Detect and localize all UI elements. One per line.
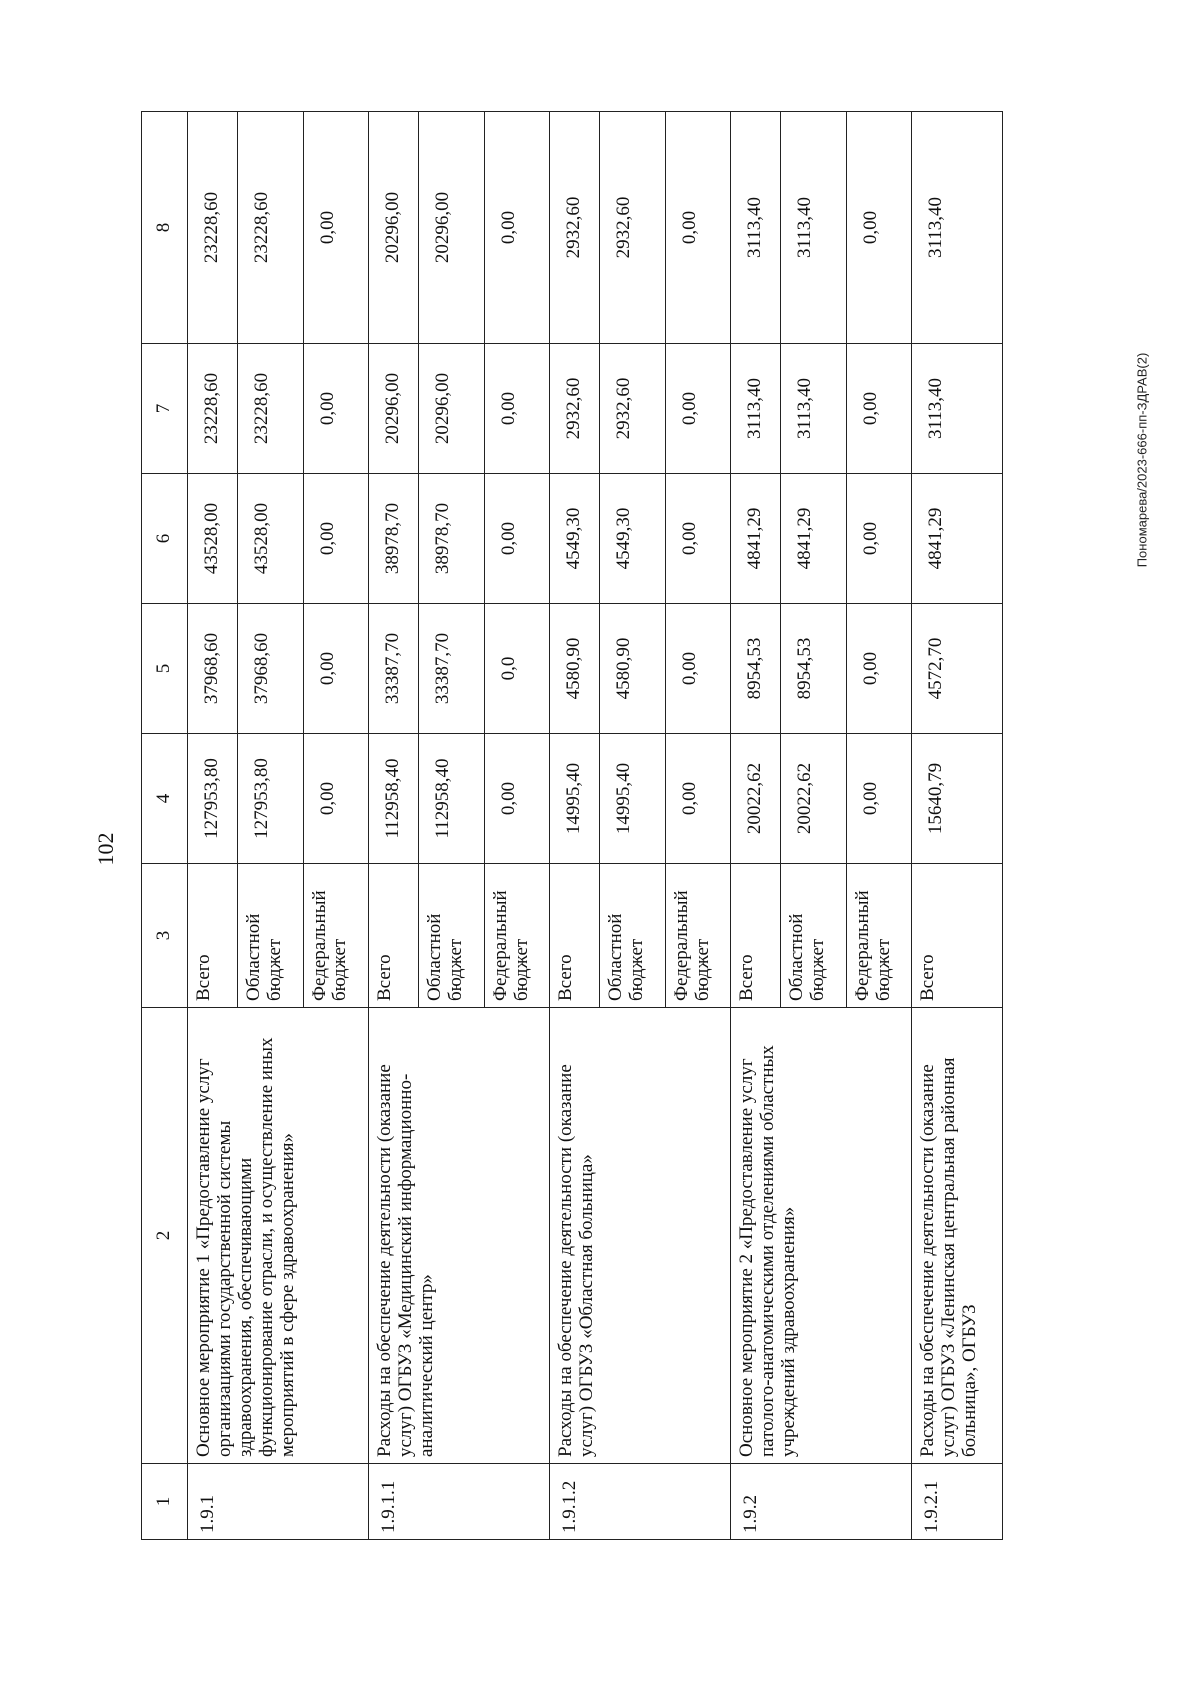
- value-cell: 43528,00: [188, 474, 238, 604]
- value-cell: 0,00: [846, 734, 912, 864]
- value-cell: 2932,60: [550, 344, 600, 474]
- value-cell: 112958,40: [369, 734, 419, 864]
- activity-name: Основное мероприятие 1 «Предоставление услуг организациями государственной системы здравоохранения, обеспечивающими функционирование отрасли, и осуществление иных мероприятий в сфере здравоохранения»: [188, 1008, 369, 1464]
- value-cell: 3113,40: [912, 112, 1003, 344]
- value-cell: 33387,70: [419, 604, 485, 734]
- value-cell: 0,00: [303, 604, 369, 734]
- value-cell: 23228,60: [238, 344, 304, 474]
- value-cell: 20022,62: [731, 734, 781, 864]
- funding-source: Всего: [188, 864, 238, 1008]
- value-cell: 4841,29: [912, 474, 1003, 604]
- value-cell: 23228,60: [238, 112, 304, 344]
- document-code: Пономарева/2023-666-пп-ЗДРАВ(2): [1134, 352, 1150, 568]
- value-cell: 0,00: [846, 474, 912, 604]
- value-cell: 0,00: [846, 344, 912, 474]
- funding-source: Всего: [731, 864, 781, 1008]
- value-cell: 0,00: [665, 474, 731, 604]
- value-cell: 0,00: [846, 112, 912, 344]
- funding-source: Федеральный бюджет: [484, 864, 550, 1008]
- value-cell: 0,00: [665, 344, 731, 474]
- funding-source: Областной бюджет: [781, 864, 847, 1008]
- value-cell: 23228,60: [188, 344, 238, 474]
- row-number: 1.9.1.2: [550, 1464, 731, 1540]
- budget-table: [141, 111, 1003, 1540]
- value-cell: 2932,60: [550, 112, 600, 344]
- value-cell: 3113,40: [731, 112, 781, 344]
- value-cell: 0,00: [303, 474, 369, 604]
- value-cell: 0,00: [484, 474, 550, 604]
- table-row: [912, 112, 1003, 1540]
- value-cell: 14995,40: [600, 734, 666, 864]
- value-cell: 4841,29: [731, 474, 781, 604]
- value-cell: 0,00: [665, 604, 731, 734]
- funding-source: Всего: [550, 864, 600, 1008]
- value-cell: 8954,53: [731, 604, 781, 734]
- value-cell: 4841,29: [781, 474, 847, 604]
- value-cell: 33387,70: [369, 604, 419, 734]
- column-header: 7: [142, 344, 188, 474]
- activity-name: Расходы на обеспечение деятельности (оказание услуг) ОГБУЗ «Медицинский информационно-аналитический центр»: [369, 1008, 550, 1464]
- value-cell: 4580,90: [550, 604, 600, 734]
- value-cell: 3113,40: [912, 344, 1003, 474]
- funding-source: Всего: [912, 864, 1003, 1008]
- value-cell: 20296,00: [419, 112, 485, 344]
- value-cell: 37968,60: [238, 604, 304, 734]
- value-cell: 2932,60: [600, 344, 666, 474]
- value-cell: 43528,00: [238, 474, 304, 604]
- column-header: 5: [142, 604, 188, 734]
- value-cell: 4549,30: [600, 474, 666, 604]
- value-cell: 3113,40: [781, 344, 847, 474]
- value-cell: 127953,80: [188, 734, 238, 864]
- column-header: 4: [142, 734, 188, 864]
- row-number: 1.9.1.1: [369, 1464, 550, 1540]
- value-cell: 38978,70: [369, 474, 419, 604]
- value-cell: 0,00: [665, 112, 731, 344]
- column-header: 1: [142, 1464, 188, 1540]
- column-header: 6: [142, 474, 188, 604]
- value-cell: 4580,90: [600, 604, 666, 734]
- value-cell: 15640,79: [912, 734, 1003, 864]
- funding-source: Областной бюджет: [600, 864, 666, 1008]
- value-cell: 20022,62: [781, 734, 847, 864]
- value-cell: 127953,80: [238, 734, 304, 864]
- funding-source: Областной бюджет: [419, 864, 485, 1008]
- value-cell: 8954,53: [781, 604, 847, 734]
- value-cell: 20296,00: [419, 344, 485, 474]
- budget-table-wrapper: [141, 112, 1003, 1540]
- value-cell: 14995,40: [550, 734, 600, 864]
- activity-name: Расходы на обеспечение деятельности (оказание услуг) ОГБУЗ «Ленинская центральная районная больница», ОГБУЗ: [912, 1008, 1003, 1464]
- value-cell: 37968,60: [188, 604, 238, 734]
- value-cell: 0,0: [484, 604, 550, 734]
- value-cell: 0,00: [303, 112, 369, 344]
- table-row: [731, 112, 781, 1540]
- value-cell: 20296,00: [369, 344, 419, 474]
- table-row: [369, 112, 419, 1540]
- value-cell: 2932,60: [600, 112, 666, 344]
- value-cell: 0,00: [484, 734, 550, 864]
- funding-source: Областной бюджет: [238, 864, 304, 1008]
- value-cell: 0,00: [484, 344, 550, 474]
- value-cell: 0,00: [665, 734, 731, 864]
- column-header: 2: [142, 1008, 188, 1464]
- page-number: 102: [93, 832, 118, 866]
- funding-source: Федеральный бюджет: [303, 864, 369, 1008]
- column-header: 3: [142, 864, 188, 1008]
- row-number: 1.9.2: [731, 1464, 912, 1540]
- column-header: 8: [142, 112, 188, 344]
- header-row: [142, 112, 188, 1540]
- activity-name: Основное мероприятие 2 «Предоставление услуг патолого-анатомическими отделениями областных учреждений здравоохранения»: [731, 1008, 912, 1464]
- value-cell: 20296,00: [369, 112, 419, 344]
- value-cell: 4572,70: [912, 604, 1003, 734]
- value-cell: 4549,30: [550, 474, 600, 604]
- value-cell: 23228,60: [188, 112, 238, 344]
- activity-name: Расходы на обеспечение деятельности (оказание услуг) ОГБУЗ «Областная больница»: [550, 1008, 731, 1464]
- funding-source: Федеральный бюджет: [665, 864, 731, 1008]
- funding-source: Всего: [369, 864, 419, 1008]
- value-cell: 0,00: [303, 734, 369, 864]
- funding-source: Федеральный бюджет: [846, 864, 912, 1008]
- value-cell: 0,00: [484, 112, 550, 344]
- value-cell: 112958,40: [419, 734, 485, 864]
- value-cell: 0,00: [846, 604, 912, 734]
- row-number: 1.9.1: [188, 1464, 369, 1540]
- table-row: [188, 112, 238, 1540]
- value-cell: 3113,40: [731, 344, 781, 474]
- value-cell: 3113,40: [781, 112, 847, 344]
- value-cell: 0,00: [303, 344, 369, 474]
- table-row: [550, 112, 600, 1540]
- row-number: 1.9.2.1: [912, 1464, 1003, 1540]
- value-cell: 38978,70: [419, 474, 485, 604]
